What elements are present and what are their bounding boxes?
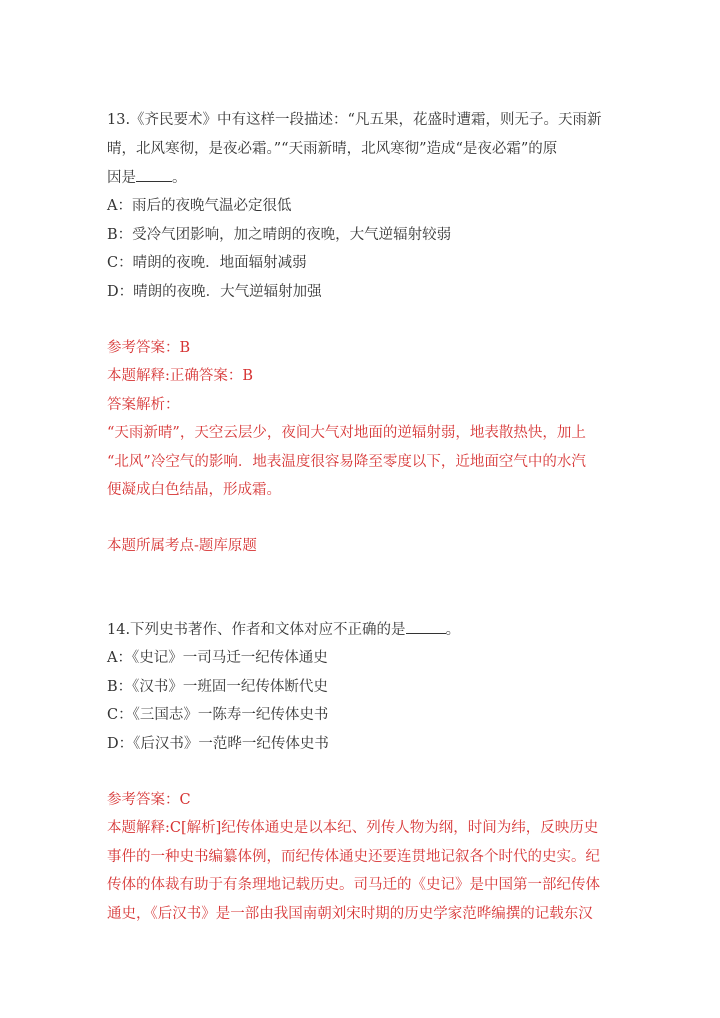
q14-explanation-line-1: 本题解释:C[解析]纪传体通史是以本纪、列传人物为纲，时间为纬，反映历史: [107, 820, 599, 836]
q14-stem: [107, 620, 460, 640]
q13-option-a: A：雨后的夜晚气温必定很低: [107, 198, 292, 214]
q13-answer-blank: [136, 168, 172, 182]
q13-stem-text: 因是: [107, 170, 136, 186]
q13-analysis-line-1: “天雨新晴”，天空云层少，夜间大气对地面的逆辐射弱，地表散热快，加上: [107, 425, 586, 441]
q14-answer-blank: [406, 620, 446, 634]
q13-stem-line-1: 13.《齐民要术》中有这样一段描述：“凡五果，花盛时遭霜，则无子。天雨新: [107, 112, 602, 128]
q14-option-c: C：《三国志》一陈寿一纪传体史书: [107, 707, 329, 723]
q13-option-b: B：受冷气团影响，加之晴朗的夜晚，大气逆辐射较弱: [107, 227, 452, 243]
q13-option-c: C：晴朗的夜晚．地面辐射减弱: [107, 255, 307, 271]
q14-stem-text: 14.下列史书著作、作者和文体对应不正确的是: [107, 622, 406, 638]
q14-explanation-line-2: 事件的一种史书编纂体例，而纪传体通史还要连贯地记叙各个时代的史实。纪: [107, 849, 600, 865]
q14-option-b: B：《汉书》一班固一纪传体断代史: [107, 679, 328, 695]
q13-option-d: D：晴朗的夜晚．大气逆辐射加强: [107, 284, 322, 300]
q13-analysis-line-3: 便凝成白色结晶，形成霜。: [107, 482, 281, 498]
q14-explanation-line-4: 通史，《后汉书》是一部由我国南朝刘宋时期的历史学家范晔编撰的记载东汉: [107, 906, 593, 922]
q14-stem-end: 。: [445, 622, 461, 638]
q13-analysis-line-2: “北风”冷空气的影响．地表温度很容易降至零度以下，近地面空气中的水汽: [107, 454, 586, 470]
q14-option-a: A：《史记》一司马迁一纪传体通史: [107, 650, 328, 666]
q13-stem-line-2: 晴，北风寒彻，是夜必霜。”“天雨新晴，北风寒彻”造成“是夜必霜”的原: [107, 141, 558, 157]
q14-explanation-line-3: 传体的体裁有助于有条理地记载历史。司马迁的《史记》是中国第一部纪传体: [107, 877, 600, 893]
q14-reference-answer: 参考答案：C: [107, 792, 191, 808]
q13-knowledge-point: 本题所属考点-题库原题: [107, 538, 257, 554]
q14-option-d: D：《后汉书》一范晔一纪传体史书: [107, 736, 329, 752]
q13-reference-answer: 参考答案：B: [107, 340, 191, 356]
q13-stem-end: 。: [172, 170, 187, 186]
q13-stem-line-3: [107, 168, 187, 188]
q13-explanation-label: 本题解释:正确答案：B: [107, 368, 254, 384]
q13-analysis-label: 答案解析：: [107, 397, 180, 413]
